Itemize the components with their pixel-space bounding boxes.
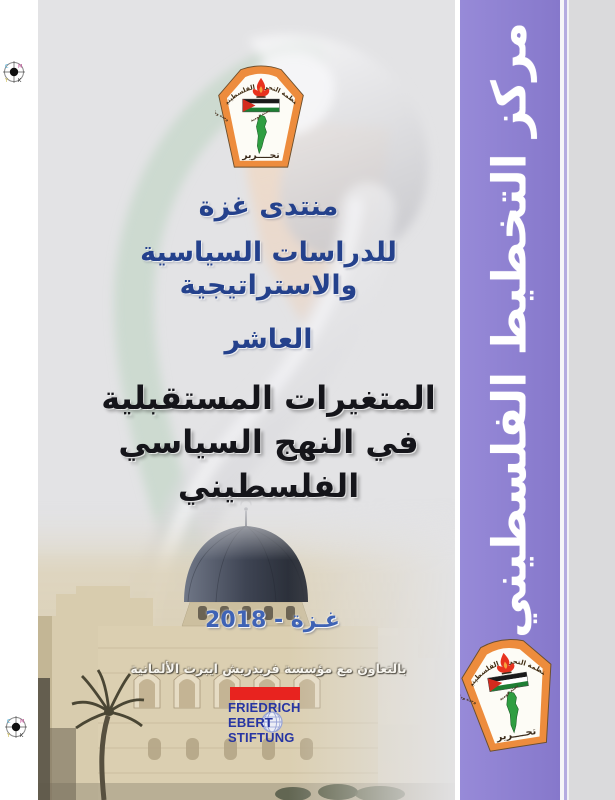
registration-mark-top xyxy=(1,59,27,85)
fes-line-3: STIFTUNG xyxy=(228,730,295,745)
forum-line-3: العاشر xyxy=(224,324,313,355)
spine-title: مركز التخطيط الفلسطيني xyxy=(482,21,538,639)
cover-page xyxy=(38,0,455,800)
reg-c: C xyxy=(5,64,9,70)
edition-line: غـزة - 2018 xyxy=(205,608,340,633)
forum-heading xyxy=(82,190,455,356)
fes-red-bar xyxy=(230,687,300,700)
reg-y: Y xyxy=(5,78,9,84)
reg-c: C xyxy=(7,719,11,725)
title-line-2: في النهج السياسي الفلسطيني xyxy=(118,423,419,505)
cooperation-line: بالتعاون مع مؤسسة فريدريش ايبرت الألمانية xyxy=(130,661,407,676)
fes-line-1: FRIEDRICH xyxy=(228,700,301,715)
forum-line-2: للدراسات السياسية والاستراتيجية xyxy=(140,237,397,301)
fes-line-2: EBERT xyxy=(228,715,274,730)
reg-y: Y xyxy=(7,733,11,739)
reg-m: M xyxy=(18,64,23,70)
title-line-1: المتغيرات المستقبلية xyxy=(101,379,436,417)
plo-emblem-spine xyxy=(453,629,568,759)
right-margin xyxy=(569,0,615,800)
forum-line-1: منتدى غزة xyxy=(198,191,339,222)
plo-emblem-top xyxy=(215,64,307,170)
reg-m: M xyxy=(20,719,25,725)
fes-logo xyxy=(228,687,338,749)
main-title xyxy=(82,376,455,508)
reg-k: K xyxy=(18,78,22,84)
spine-band xyxy=(460,0,560,800)
alaqsa-photo xyxy=(38,498,455,800)
registration-mark-bottom xyxy=(3,714,29,740)
reg-k: K xyxy=(20,733,24,739)
